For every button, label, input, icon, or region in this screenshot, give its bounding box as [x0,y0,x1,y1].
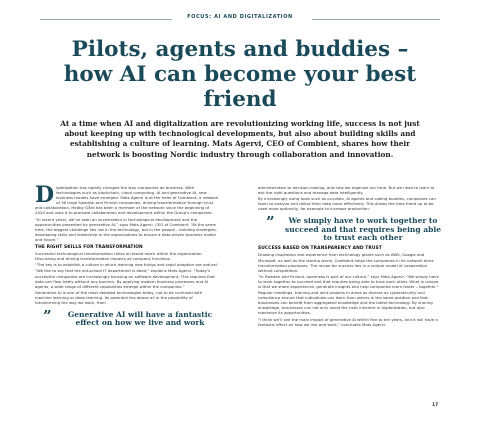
article-lead: At a time when AI and digitalization are revolutionizing working life, success is not just about keeping up with technological developments, but also about building skills and establishing a culture of learning. Mats Agervi, CEO of Combient, shares how their network is boosting Nordic industry through collaboration and innovation. [60,119,420,159]
paragraph: Drawing inspiration and experience from technology giants such as AWS, Google and Microsoft, as well as the startup world, Combient helps the companies in its network drive transformation processes. The recipe for success lies in a unique model of cooperation without competition. [258,252,434,273]
pull-quote-generative-ai [35,307,219,328]
paragraph: “In Sweden and Finland, openness is part of our culture,” says Mats Agervi. “We simply have to work together to succeed and that requires being able to trust each other. What is unique is that we share experiences, generate insights and help companies learn faster – together.” [258,273,439,290]
paragraph: Successful technological transformation relies on broad reach within the organization. Discussing and driving transformation impacts all company functions. [35,251,203,262]
paragraph: “We like to say that the old-school IT department is dead,” explains Mats Agervi. “Today’s successful companies are increasingly focusing on software development. This requires that data can flow freely without any barriers. By applying modern business processes and AI agents, a wide range of different capabilities emerge within the companies.” [35,268,215,289]
section-label: FOCUS: AI AND DIGITALIZATION [187,14,293,20]
quote-mark-icon: ” [266,213,275,232]
paragraph: Regular meetings, training and joint projects in areas as diverse as cybersecurity and compliance ensure that individuals can learn from others in the same position and that businesses can benefit from aggregated knowledge and the latest technology. By sharing knowledge, businesses can not only avoid the risks inherent in digitalization, but also maximize its opportunities. [258,290,433,316]
right-column [258,185,442,328]
subhead-transparency: SUCCESS BASED ON TRANSPARENCY AND TRUST [258,246,382,252]
drop-cap: D [35,182,55,208]
paragraph: administration to decision-making, and how we organize our time. But we need to learn to ask the right questions and manage data intelligently. [258,185,435,196]
paragraph-text: igitalization has rapidly changed the way companies do business. With technologies such as blockchain, cloud computing, AI and generative AI, new business models have emerged. Mats Agervi is at the helm of Combient, a network of 38 large Swedish and Finnish companies, driving transformation through trust and collaboration. Hedby Gård has been a member of the network since the beginning of 2024 and uses it to promote collaboration and development within the Group's companies. [35,185,219,216]
pull-quote-text: We simply have to work together to succeed and that requires being able to trust each other [285,216,441,243]
pull-quote-text: Generative AI will have a fantastic effect on how we live and work [67,310,213,328]
page-number: 17 [432,403,439,408]
left-column [35,182,219,332]
article-title: Pilots, agents and buddies – how AI can become your best friend [63,37,417,112]
paragraph [35,182,219,216]
quote-mark-icon: ” [43,307,52,326]
paragraph: “The key is to establish a culture in which learning new things and rapid adoption are natural. [35,262,219,268]
paragraph: “I think we’ll see the main impact of generative AI within five to ten years, and it will have a fantastic effect on how we live and work,” concludes Mats Agervi. [258,316,438,327]
pull-quote-trust [258,213,442,243]
subhead-skills: THE RIGHT SKILLS FOR TRANSFORMATION [35,245,143,251]
paragraph: Generative AI is one of the most debated technologies today, not to be confused with machine learning or deep learning. Its potential lies above all in the possibility of transforming the way we work, from [35,289,203,305]
paragraph: “In recent years, we’ve seen an acceleration in technological development and the opportunities presented by generative AI,” says Mats Agervi, CEO of Combient. “At the same time, the biggest challenge lies not in the technology, but in the people – building strategies, developing skills and leadership in the organizations to ensure a data-driven business model and future.” [35,216,217,242]
paragraph: By increasingly using tools such as co-pilots, AI agents and coding buddies, companies can learn to analyze and utilize their data more effectively. This allows the time freed up to be used more optimally, for example to increase production. [258,196,436,212]
